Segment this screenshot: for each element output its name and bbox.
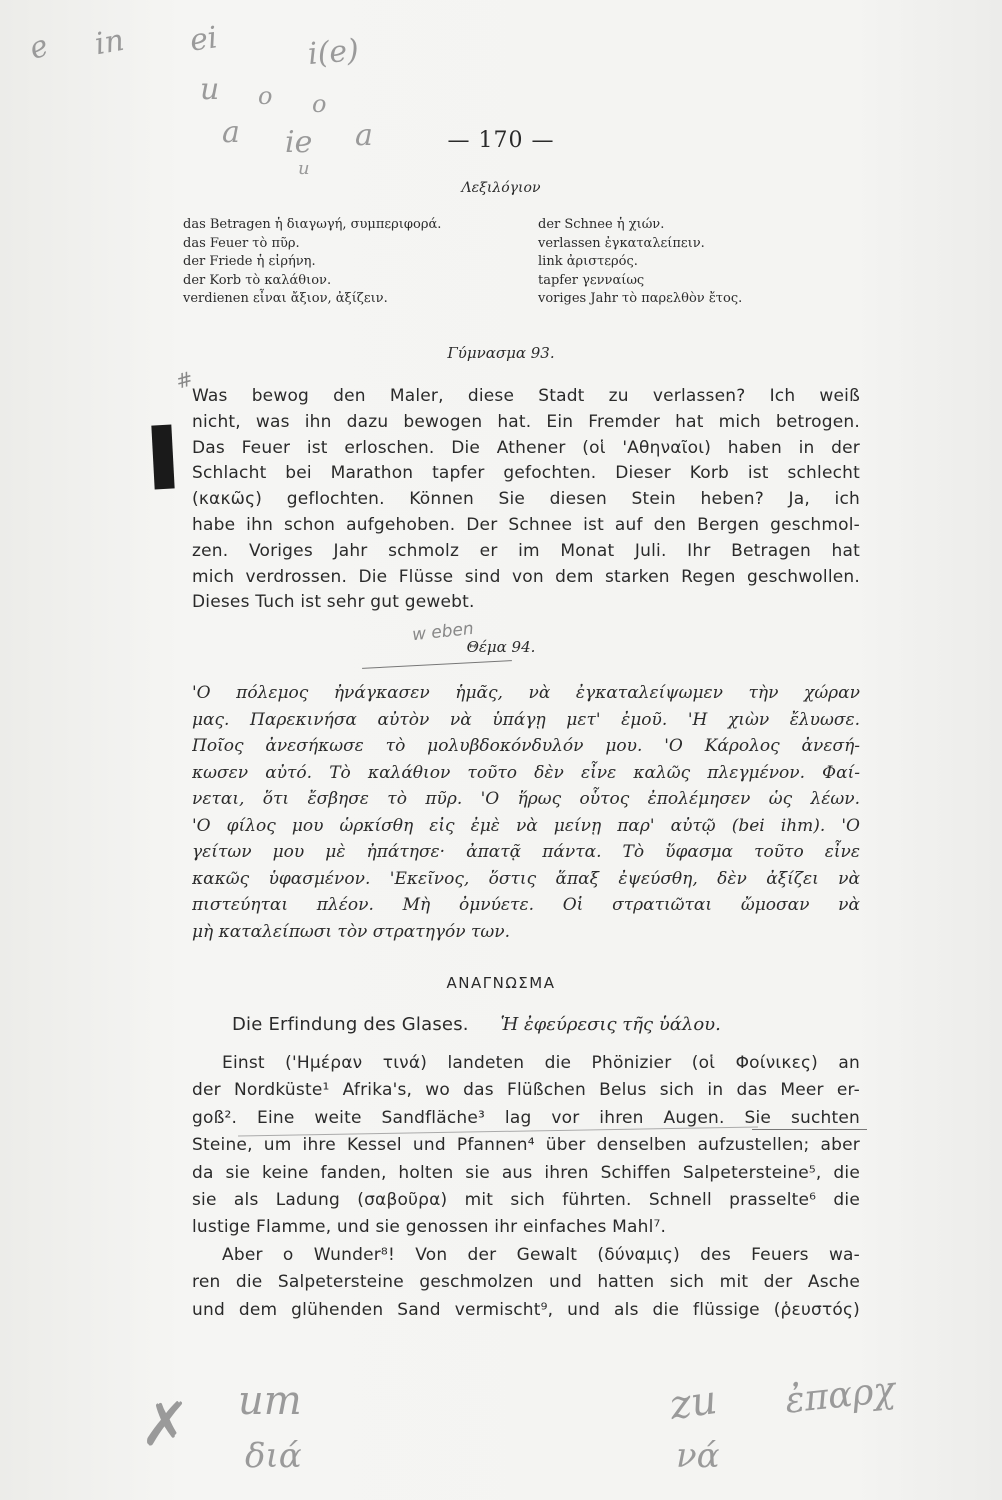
theme-title: Θέμα 94.: [466, 638, 536, 656]
pencil-note: w eben: [411, 618, 475, 646]
vocab-entry: der Schnee ἡ χιών.: [538, 217, 665, 232]
page-number: — 170 —: [447, 128, 555, 153]
vocab-title: Λεξιλόγιον: [461, 180, 541, 196]
exercise-line: mich verdrossen. Die Flüsse sind von dem starken Regen geschwollen.: [192, 566, 860, 587]
exercise-line: Dieses Tuch ist sehr gut gewebt.: [192, 592, 475, 613]
vocab-column-left: [183, 216, 523, 309]
margin-note: zu: [667, 1376, 720, 1430]
margin-note: i(e): [306, 32, 361, 73]
margin-note: o: [312, 90, 327, 118]
exercise-line: Schlacht bei Marathon tapfer gefochten. Dieser Korb ist schlecht: [192, 463, 860, 484]
theme-line: πιστεύηται πλέον. Μὴ ὀμνύετε. Οἱ στρατιῶται ὤμοσαν νὰ: [192, 895, 860, 915]
theme-line: Ποῖος ἀνεσήκωσε τὸ μολυβδοκόνδυλόν μου. 'Ο Κάρολος ἀνεσή-: [192, 736, 860, 756]
reading-heading: ΑΝΑΓΝΩΣΜΑ: [446, 974, 556, 992]
exercise-line: zen. Voriges Jahr schmolz er im Monat Juli. Ihr Betragen hat: [192, 540, 860, 561]
margin-note: u: [200, 72, 220, 107]
pencil-stroke: [362, 660, 512, 669]
exercise-line: (κακῶς) geflochten. Können Sie diesen Stein heben? Ja, ich: [192, 489, 860, 510]
vocab-entry: der Korb τὸ καλάθιον.: [183, 272, 332, 288]
margin-note: u: [298, 158, 310, 179]
reading-text: [192, 1050, 860, 1324]
exercise-line: Was bewog den Maler, diese Stadt zu verlassen? Ich weiß: [192, 386, 860, 406]
reading-line: Steine, um ihre Kessel und Pfannen⁴ über denselben aufzustellen; aber: [192, 1135, 860, 1156]
reading-line: lustige Flamme, und sie genossen ihr einfaches Mahl⁷.: [192, 1217, 667, 1238]
margin-note: ἐπαρχ: [783, 1369, 898, 1422]
vocab-entry: voriges Jahr τὸ παρελθὸν ἔτος.: [538, 291, 743, 306]
theme-line: νεται, ὅτι ἔσβησε τὸ πῦρ. 'Ο ἥρως οὗτος ἐπολέμησεν ὡς λέων.: [192, 789, 860, 809]
vocab-entry: verdienen εἶναι ἄξιον, ἀξίζειν.: [183, 291, 388, 306]
exercise-line: Das Feuer ist erloschen. Die Athener (οἱ 'Αθηναῖοι) haben in der: [192, 437, 860, 458]
exercise-line: nicht, was ihn dazu bewogen hat. Ein Fremder hat mich betrogen.: [192, 411, 860, 432]
reading-line: sie als Ladung (σαβοῦρα) mit sich führten. Schnell prasselte⁶ die: [192, 1190, 860, 1211]
margin-note: a: [355, 118, 373, 153]
vocab-column-right: [538, 216, 838, 309]
vocab-entry: verlassen ἐγκαταλείπειν.: [538, 235, 705, 251]
margin-ink-bar: [151, 425, 174, 490]
margin-note: διά: [245, 1436, 302, 1476]
reading-title-german: Die Erfindung des Glases.: [232, 1014, 469, 1035]
reading-title: [232, 1014, 721, 1035]
theme-line: γείτων μου μὲ ἠπάτησε· ἀπατᾷ πάντα. Τὸ ὕφασμα τοῦτο εἶνε: [192, 842, 860, 862]
margin-note: in: [92, 22, 127, 63]
margin-note: a: [222, 115, 240, 150]
reading-line: Einst ('Ημέραν τινά) landeten die Phönizier (οἱ Φοίνικες) an: [222, 1053, 860, 1073]
theme-line: 'Ο πόλεμος ἠνάγκασεν ἡμᾶς, νὰ ἐγκαταλείψωμεν τὴν χώραν: [192, 683, 860, 703]
pencil-hash-mark: #: [173, 366, 196, 394]
margin-note: ei: [187, 20, 220, 59]
reading-line: goß². Eine weite Sandfläche³ lag vor ihren Augen. Sie suchten: [192, 1107, 860, 1128]
theme-text: [192, 680, 860, 945]
reading-line: Aber o Wunder⁸! Von der Gewalt (δύναμις) des Feuers wa-: [222, 1244, 860, 1265]
theme-line: κωσεν αὐτό. Τὸ καλάθιον τοῦτο δὲν εἶνε καλῶς πλεγμένον. Φαί-: [192, 762, 860, 783]
reading-line: ren die Salpetersteine geschmolzen und hatten sich mit der Asche: [192, 1272, 860, 1293]
pencil-underline: [752, 1129, 867, 1130]
theme-line: 'Ο φίλος μου ὡρκίσθη εἰς ἐμὲ νὰ μείνῃ παρ' αὐτῷ (bei ihm). 'Ο: [192, 815, 860, 836]
exercise-text: [192, 384, 860, 616]
margin-note: e: [24, 28, 54, 67]
reading-line: der Nordküste¹ Afrika's, wo das Flüßchen Belus sich in das Meer er-: [192, 1080, 860, 1101]
vocab-entry: tapfer γενναίως: [538, 272, 645, 288]
vocab-entry: das Betragen ἡ διαγωγή, συμπεριφορά.: [183, 217, 442, 232]
vocab-entry: das Feuer τὸ πῦρ.: [183, 235, 300, 251]
vocab-entry: der Friede ἡ εἰρήνη.: [183, 254, 316, 269]
vocab-entry: link ἀριστερός.: [538, 254, 638, 269]
reading-line: und dem glühenden Sand vermischt⁹, und als die flüssige (ῥευστός): [192, 1299, 860, 1320]
exercise-line: habe ihn schon aufgehoben. Der Schnee ist auf den Bergen geschmol-: [192, 514, 860, 535]
margin-note: um: [238, 1378, 302, 1424]
margin-note: ie: [285, 125, 313, 160]
theme-line: κακῶς ὑφασμένον. 'Εκεῖνος, ὅστις ἅπαξ ἐψεύσθη, δὲν ἀξίζει νὰ: [192, 868, 860, 889]
reading-line: da sie keine fanden, holten sie aus ihren Schiffen Salpetersteine⁵, die: [192, 1162, 860, 1183]
theme-line: μὴ καταλείπωσι τὸν στρατηγόν των.: [192, 921, 511, 942]
pencil-x-mark: ✗: [140, 1390, 191, 1460]
exercise-title: Γύμνασμα 93.: [447, 344, 555, 362]
margin-note: o: [258, 82, 273, 110]
reading-title-greek: Ἡ ἐφεύρεσις τῆς ὑάλου.: [500, 1014, 721, 1035]
margin-note: νά: [676, 1436, 720, 1476]
theme-line: μας. Παρεκινήσα αὐτὸν νὰ ὑπάγῃ μετ' ἐμοῦ. 'Η χιὼν ἔλυωσε.: [192, 709, 860, 730]
